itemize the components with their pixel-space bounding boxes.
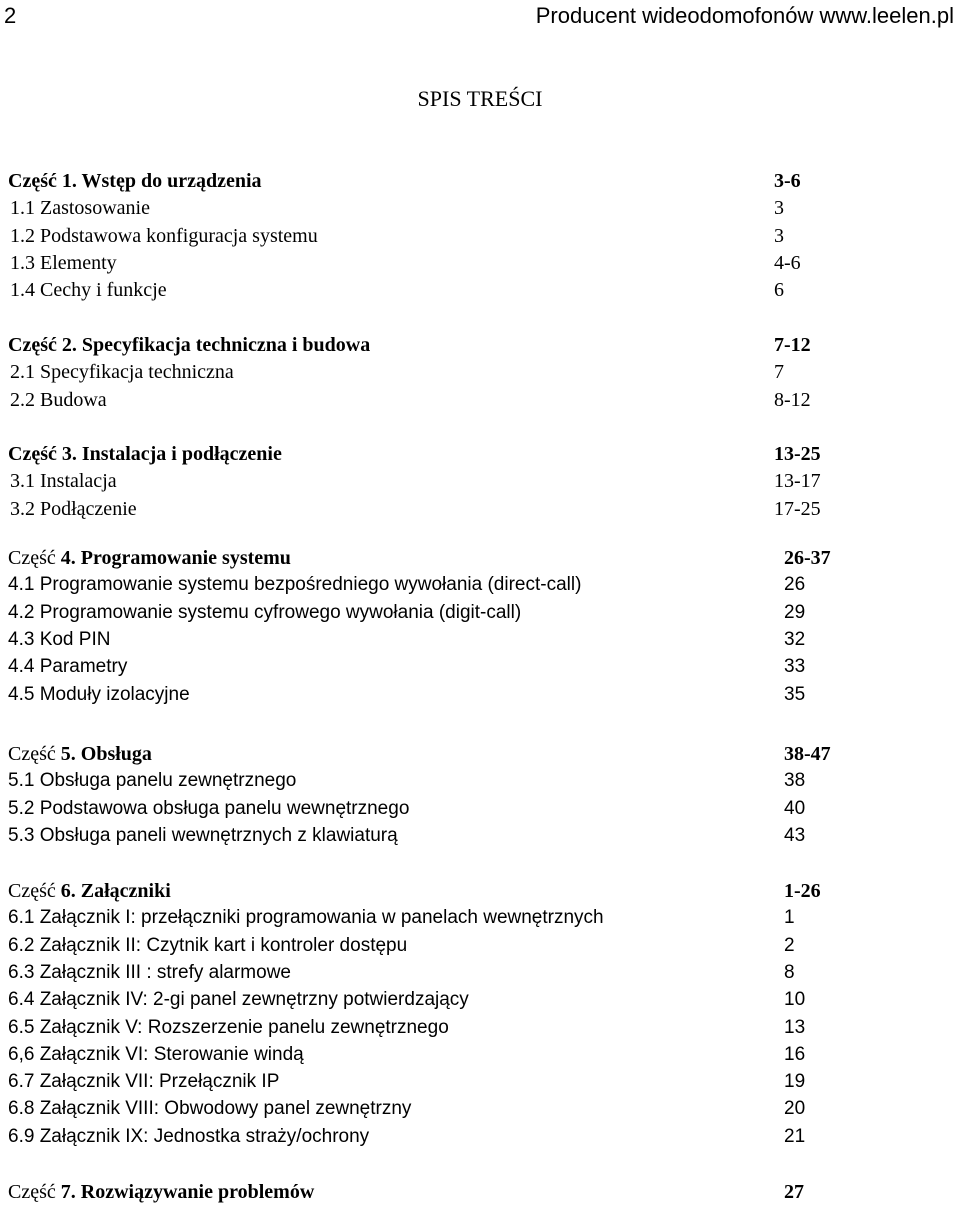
toc-part-label xyxy=(8,443,282,466)
toc-part-title: 4. Programowanie systemu xyxy=(55,547,291,569)
toc-item-label: 5.2 Podstawowa obsługa panelu wewnętrznego xyxy=(8,797,410,819)
toc-part-pages: 13-25 xyxy=(774,443,821,465)
toc-item-label: 2.2 Budowa xyxy=(10,388,107,411)
toc-item-pages: 13-17 xyxy=(774,470,821,493)
toc-item-label: 6.7 Załącznik VII: Przełącznik IP xyxy=(8,1071,280,1093)
toc-item-row xyxy=(8,498,948,526)
toc-part-title: 6. Załączniki xyxy=(55,880,171,902)
toc-item-row xyxy=(8,361,948,389)
toc-item-pages: 1 xyxy=(784,907,795,929)
toc-item-label: 4.3 Kod PIN xyxy=(8,628,111,650)
page-header xyxy=(0,0,960,36)
toc-item-row xyxy=(8,470,948,498)
toc-item-row xyxy=(8,629,948,657)
toc-item-row xyxy=(8,225,948,253)
toc-item-label: 6.8 Załącznik VIII: Obwodowy panel zewnętrzny xyxy=(8,1098,412,1120)
toc-item-label: 2.1 Specyfikacja techniczna xyxy=(10,361,234,384)
toc-item-pages: 4-6 xyxy=(774,251,801,274)
toc-item-label: 5.3 Obsługa paneli wewnętrznych z klawiaturą xyxy=(8,824,398,846)
page-number: 2 xyxy=(4,3,17,28)
toc-item-pages: 43 xyxy=(784,824,806,846)
toc-item-label: 1.3 Elementy xyxy=(10,251,117,274)
toc-part-title: 2. Specyfikacja techniczna i budowa xyxy=(56,334,371,356)
toc-item-pages: 38 xyxy=(784,770,806,792)
toc-part-label xyxy=(8,743,152,766)
toc-part-row xyxy=(8,743,948,771)
toc-part-row xyxy=(8,547,948,575)
toc-item-pages: 13 xyxy=(784,1016,806,1038)
toc-part-label xyxy=(8,170,262,193)
toc-part-prefix: Część xyxy=(8,1181,56,1203)
toc-part-pages: 27 xyxy=(784,1181,804,1203)
toc-part-pages: 38-47 xyxy=(784,743,831,765)
toc-part-pages: 3-6 xyxy=(774,170,801,192)
toc-item-pages: 8 xyxy=(784,961,795,983)
toc-part-prefix: Część xyxy=(8,334,57,356)
toc-item-label: 6.1 Załącznik I: przełączniki programowania w panelach wewnętrznych xyxy=(8,907,604,929)
toc-item-pages: 6 xyxy=(774,279,784,302)
toc-item-row xyxy=(8,989,948,1017)
toc-item-pages: 40 xyxy=(784,797,806,819)
toc-item-row xyxy=(8,656,948,684)
toc-item-pages: 20 xyxy=(784,1098,806,1120)
toc-item-row xyxy=(8,907,948,935)
toc-part-pages: 1-26 xyxy=(784,880,821,902)
toc-part-label xyxy=(8,880,171,903)
toc-item-label: 1.4 Cechy i funkcje xyxy=(10,279,167,302)
toc-item-label: 6,6 Załącznik VI: Sterowanie windą xyxy=(8,1043,304,1065)
toc-part-title: 3. Instalacja i podłączenie xyxy=(56,443,282,465)
toc-item-pages: 35 xyxy=(784,683,806,705)
toc-part-prefix: Część xyxy=(8,880,56,902)
header-title: Producent wideodomofonów www.leelen.pl xyxy=(535,3,954,28)
toc-item-pages: 29 xyxy=(784,601,806,623)
toc-item-row xyxy=(8,574,948,602)
toc-item-label: 6.4 Załącznik IV: 2-gi panel zewnętrzny potwierdzający xyxy=(8,989,469,1011)
toc-item-label: 6.2 Załącznik II: Czytnik kart i kontroler dostępu xyxy=(8,934,408,956)
toc-item-pages: 32 xyxy=(784,628,806,650)
toc-item-pages: 7 xyxy=(774,361,784,384)
toc-item-label: 1.2 Podstawowa konfiguracja systemu xyxy=(10,224,318,247)
toc-item-label: 6.9 Załącznik IX: Jednostka straży/ochrony xyxy=(8,1125,370,1147)
toc-item-row xyxy=(8,389,948,417)
toc-part-prefix: Część xyxy=(8,443,57,465)
toc-part-title: 1. Wstęp do urządzenia xyxy=(56,170,262,192)
toc-item-label: 6.5 Załącznik V: Rozszerzenie panelu zewnętrznego xyxy=(8,1016,449,1038)
toc-item-pages: 10 xyxy=(784,989,806,1011)
toc-part-title: 5. Obsługa xyxy=(55,743,152,765)
toc-part-row xyxy=(8,170,948,198)
toc-part-row xyxy=(8,1181,948,1209)
toc-item-label: 1.1 Zastosowanie xyxy=(10,197,150,220)
toc-item-pages: 3 xyxy=(774,197,784,220)
toc-part-row xyxy=(8,443,948,471)
toc-part-pages: 26-37 xyxy=(784,547,831,569)
toc-item-pages: 26 xyxy=(784,574,806,596)
toc-part-label xyxy=(8,334,370,357)
toc-item-label: 4.2 Programowanie systemu cyfrowego wywołania (digit-call) xyxy=(8,601,522,623)
toc-item-row xyxy=(8,252,948,280)
toc-part-title: 7. Rozwiązywanie problemów xyxy=(55,1181,315,1203)
toc-item-label: 4.4 Parametry xyxy=(8,656,128,678)
toc-part-pages: 7-12 xyxy=(774,334,811,356)
toc-item-row xyxy=(8,279,948,307)
toc-item-pages: 3 xyxy=(774,224,784,247)
toc-item-row xyxy=(8,1071,948,1099)
toc-part-row xyxy=(8,880,948,908)
toc-item-row xyxy=(8,1126,948,1154)
toc-item-label: 4.5 Moduły izolacyjne xyxy=(8,683,190,705)
toc-item-pages: 19 xyxy=(784,1071,806,1093)
toc-part-label xyxy=(8,1181,314,1204)
toc-item-row xyxy=(8,197,948,225)
toc-item-row xyxy=(8,935,948,963)
toc-item-pages: 8-12 xyxy=(774,388,811,411)
toc-item-row xyxy=(8,1098,948,1126)
toc-part-label xyxy=(8,547,291,570)
toc-item-row xyxy=(8,825,948,853)
toc-item-row xyxy=(8,1017,948,1045)
toc-item-pages: 33 xyxy=(784,656,806,678)
toc-part-prefix: Część xyxy=(8,170,57,192)
toc-part-row xyxy=(8,334,948,362)
toc-item-row xyxy=(8,962,948,990)
toc-item-pages: 21 xyxy=(784,1125,806,1147)
toc-item-label: 5.1 Obsługa panelu zewnętrznego xyxy=(8,770,297,792)
toc-part-prefix: Część xyxy=(8,743,56,765)
toc-item-row xyxy=(8,798,948,826)
toc-item-row xyxy=(8,1044,948,1072)
toc-item-pages: 16 xyxy=(784,1043,806,1065)
toc-item-label: 6.3 Załącznik III : strefy alarmowe xyxy=(8,961,291,983)
toc-title: SPIS TREŚCI xyxy=(417,86,543,111)
toc-item-label: 4.1 Programowanie systemu bezpośredniego wywołania (direct-call) xyxy=(8,574,582,596)
toc-item-pages: 17-25 xyxy=(774,497,821,520)
toc-item-row xyxy=(8,770,948,798)
toc-item-row xyxy=(8,602,948,630)
toc-item-label: 3.2 Podłączenie xyxy=(10,497,137,520)
toc-part-prefix: Część xyxy=(8,547,56,569)
toc-item-label: 3.1 Instalacja xyxy=(10,470,117,493)
toc-item-pages: 2 xyxy=(784,934,795,956)
toc-item-row xyxy=(8,684,948,712)
